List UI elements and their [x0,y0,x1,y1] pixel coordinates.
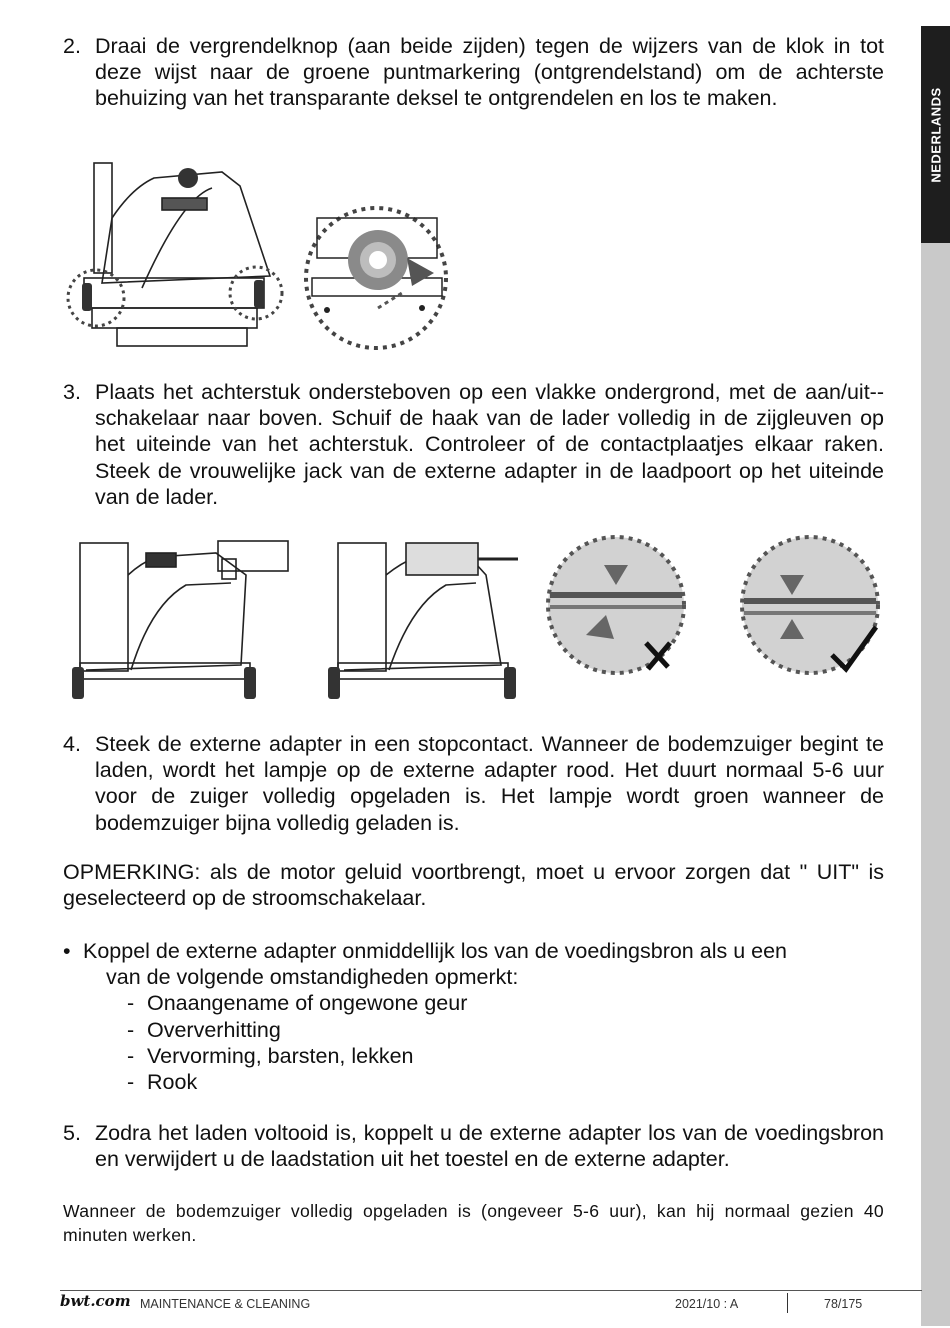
warning-item: - Onaangename of ongewone geur [127,991,468,1016]
top-knob-icon [178,168,198,188]
warning-item: - Oververhitting [127,1017,281,1042]
warning-item: - Rook [127,1070,198,1095]
language-tab [921,26,950,243]
warning-list [63,938,884,1095]
brand-logo: bwt.com [60,1292,131,1310]
final-note: Wanneer de bodemzuiger volledig opgeladen is (ongeveer 5-6 uur), kan hij normaal gezien 40 minuten werken. [63,1201,884,1245]
footer-section: MAINTENANCE & CLEANING [140,1297,311,1311]
page-number: 78/175 [824,1297,863,1311]
step-5-text: Zodra het laden voltooid is, koppelt u de externe adapter los van de voedingsbron en verwijdert u de laadstation uit het toestel en de externe adapter. [95,1121,884,1172]
footer-separator [787,1293,788,1313]
figure-charger-attach [66,535,886,705]
note: OPMERKING: als de motor geluid voortbrengt, moet u ervoor zorgen dat " UIT" is geselecteerd op de stroomschakelaar. [63,860,884,911]
step-2-text: Draai de vergrendelknop (aan beide zijden) tegen de wijzers van de klok in tot deze wijst naar de groene puntmarkering (ontgrendelstand) om de achterste behuizing van het transparante deksel te ontgrendelen en los te maken. [95,34,884,111]
step-3-number: 3. [63,380,81,404]
footer-version: 2021/10 : A [675,1297,739,1311]
warning-line-1: Koppel de externe adapter onmiddellijk los van de voedingsbron als u een [83,939,787,963]
step-3-text: Plaats het achterstuk ondersteboven op een vlakke ondergrond, met de aan/uit--schakelaar naar boven. Schuif de haak van de lader volledig in de zijgleuven op het uiteinde van het achterstuk. Controleer of de contactplaatjes elkaar raken. Steek de vrouwelijke jack van de externe adapter in de laadpoort op het uiteinde van de lader. [95,380,884,509]
footer-rule [60,1290,922,1291]
step-4-text: Steek de externe adapter in een stopcontact. Wanneer de bodemzuiger begint te laden, wordt het lampje op de externe adapter rood. Het duurt normaal 5-6 uur voor de zuiger volledig opgeladen is. Het lampje wordt groen wanneer de bodemzuiger bijna volledig geladen is. [95,732,884,835]
step-3 [63,379,884,510]
contact-correct [742,537,878,673]
contact-wrong [548,537,684,673]
device-after-attach [338,543,518,679]
warning-bullet: • [63,939,71,963]
language-tab-label: NEDERLANDS [928,86,943,183]
step-2 [63,33,884,112]
step-4-number: 4. [63,732,81,756]
step-5-number: 5. [63,1121,81,1145]
device-before-attach [80,541,288,679]
step-4 [63,731,884,836]
right-knob-highlight [230,267,282,319]
figure-unlock-knobs [62,158,462,358]
warning-item: - Vervorming, barsten, lekken [127,1043,414,1068]
zoom-lock-knob [306,208,446,348]
step-2-number: 2. [63,34,81,58]
step-5 [63,1120,884,1172]
warning-line-2: van de volgende omstandigheden opmerkt: [106,965,519,990]
